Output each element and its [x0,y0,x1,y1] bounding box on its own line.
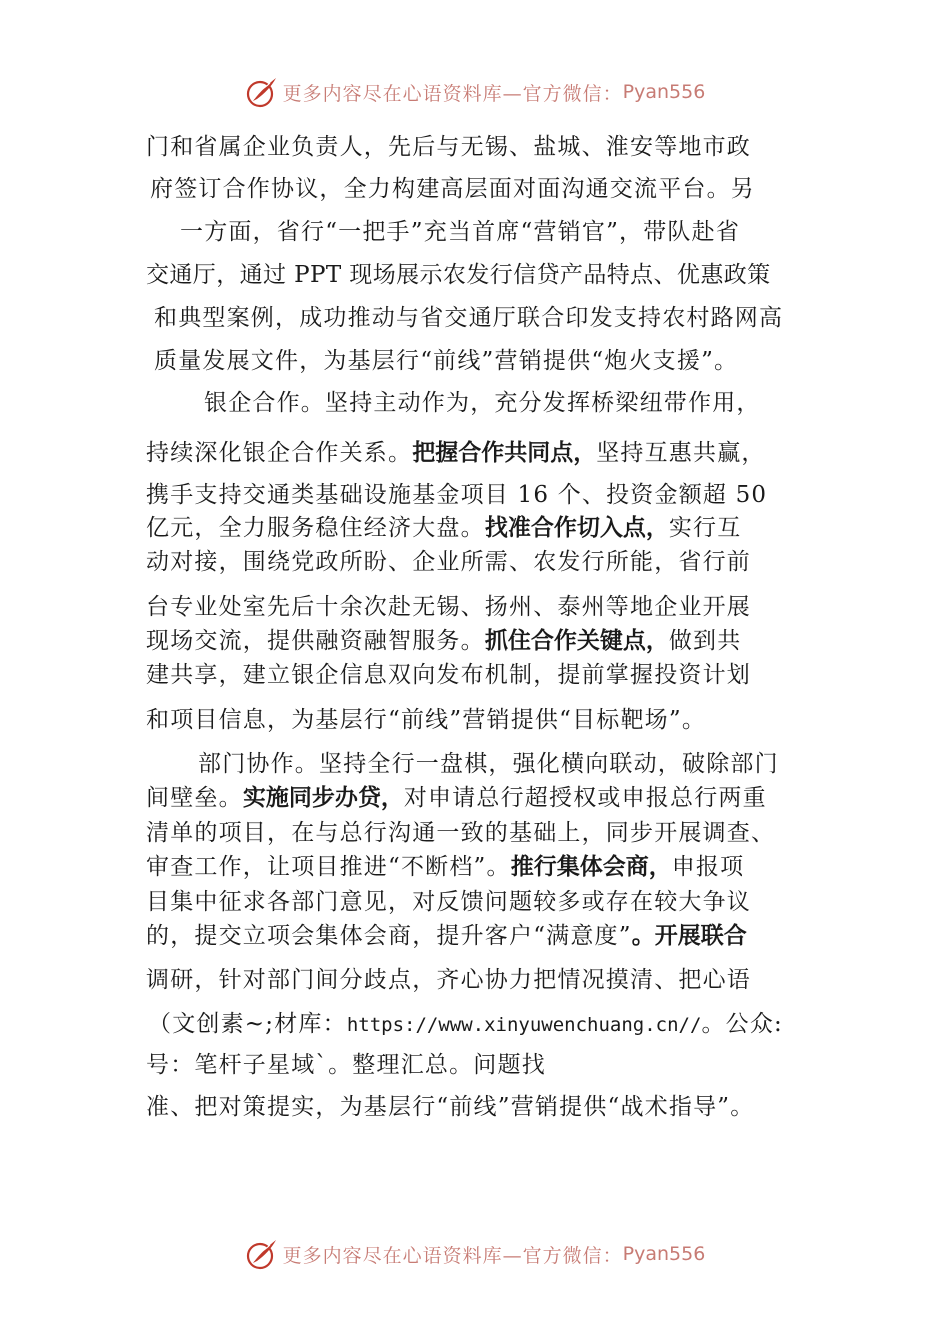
text-line: 部门协作。坚持全行一盘棋，强化横向联动，破除部门 [198,751,779,777]
text-line: 交通厅，通过 PPT 现场展示农发行信贷产品特点、优惠政策 [146,262,771,288]
text-line: 目集中征求各部门意见，对反馈问题较多或存在较大争议 [146,889,751,915]
text-line: （文创素~;材库：https://www.xinyuwenchuang.cn//。公众: [148,1011,783,1037]
text-line: 审查工作，让项目推进“不断档”。推行集体会商，申报项 [146,854,745,880]
bold-key-point: 找准合作切入点， [484,515,669,541]
text-line: 一方面，省行“一把手”充当首席“营销官”，带队赴省 [180,219,741,245]
text-line: 现场交流，提供融资融智服务。抓住合作关键点，做到共 [146,628,742,654]
quill-logo-icon [245,75,279,109]
text-line: 建共享，建立银企信息双向发布机制，提前掌握投资计划 [146,662,751,688]
footer-wechat-id: Pyan556 [622,1243,706,1265]
text-line: 携手支持交通类基础设施基金项目 16 个、投资金额超 50 [146,482,768,508]
bold-key-point: 推行集体会商， [510,854,672,880]
footer-banner [0,1234,950,1274]
text-line: 的，提交立项会集体会商，提升客户“满意度”。开展联合 [146,923,747,949]
footer-text: 更多内容尽在心语资料库—官方微信： [282,1244,623,1267]
text-line: 门和省属企业负责人，先后与无锡、盐城、淮安等地市政 [146,134,751,160]
website-url: https://www.xinyuwenchuang.cn// [346,1014,702,1036]
header-wechat-id: Pyan556 [622,81,706,103]
bold-key-point: 抓住合作关键点， [484,628,669,654]
text-line: 准、把对策提实，为基层行“前线”营销提供“战术指导”。 [146,1094,755,1120]
text-line: 亿元，全力服务稳住经济大盘。找准合作切入点，实行互 [146,515,742,541]
text-line: 府签订合作协议，全力构建高层面对面沟通交流平台。另 [150,176,755,202]
text-line: 号：笔杆子星域`。整理汇总。问题找 [146,1052,546,1078]
bold-key-point: 实施同步办贷， [242,785,404,811]
text-line: 动对接，围绕党政所盼、企业所需、农发行所能，省行前 [146,549,751,575]
text-line: 持续深化银企合作关系。把握合作共同点，坚持互惠共赢， [146,440,766,466]
bold-key-point: 。开展联合 [631,923,747,949]
text-line: 和典型案例，成功推动与省交通厅联合印发支持农村路网高 [154,305,784,331]
text-line: 和项目信息，为基层行“前线”营销提供“目标靶场”。 [146,707,707,733]
header-text: 更多内容尽在心语资料库—官方微信： [282,82,623,105]
quill-logo-icon [245,1237,279,1271]
text-line: 质量发展文件，为基层行“前线”营销提供“炮火支援”。 [154,348,739,374]
bold-key-point: 把握合作共同点， [412,440,597,466]
header-banner [0,72,950,112]
text-line: 清单的项目，在与总行沟通一致的基础上，同步开展调查、 [146,820,776,846]
text-line: 间壁垒。实施同步办贷，对申请总行超授权或申报总行两重 [146,785,767,811]
text-line: 银企合作。坚持主动作为，充分发挥桥梁纽带作用， [204,390,761,416]
text-line: 调研，针对部门间分歧点，齐心协力把情况摸清、把心语 [146,967,751,993]
text-line: 台专业处室先后十余次赴无锡、扬州、泰州等地企业开展 [146,594,751,620]
